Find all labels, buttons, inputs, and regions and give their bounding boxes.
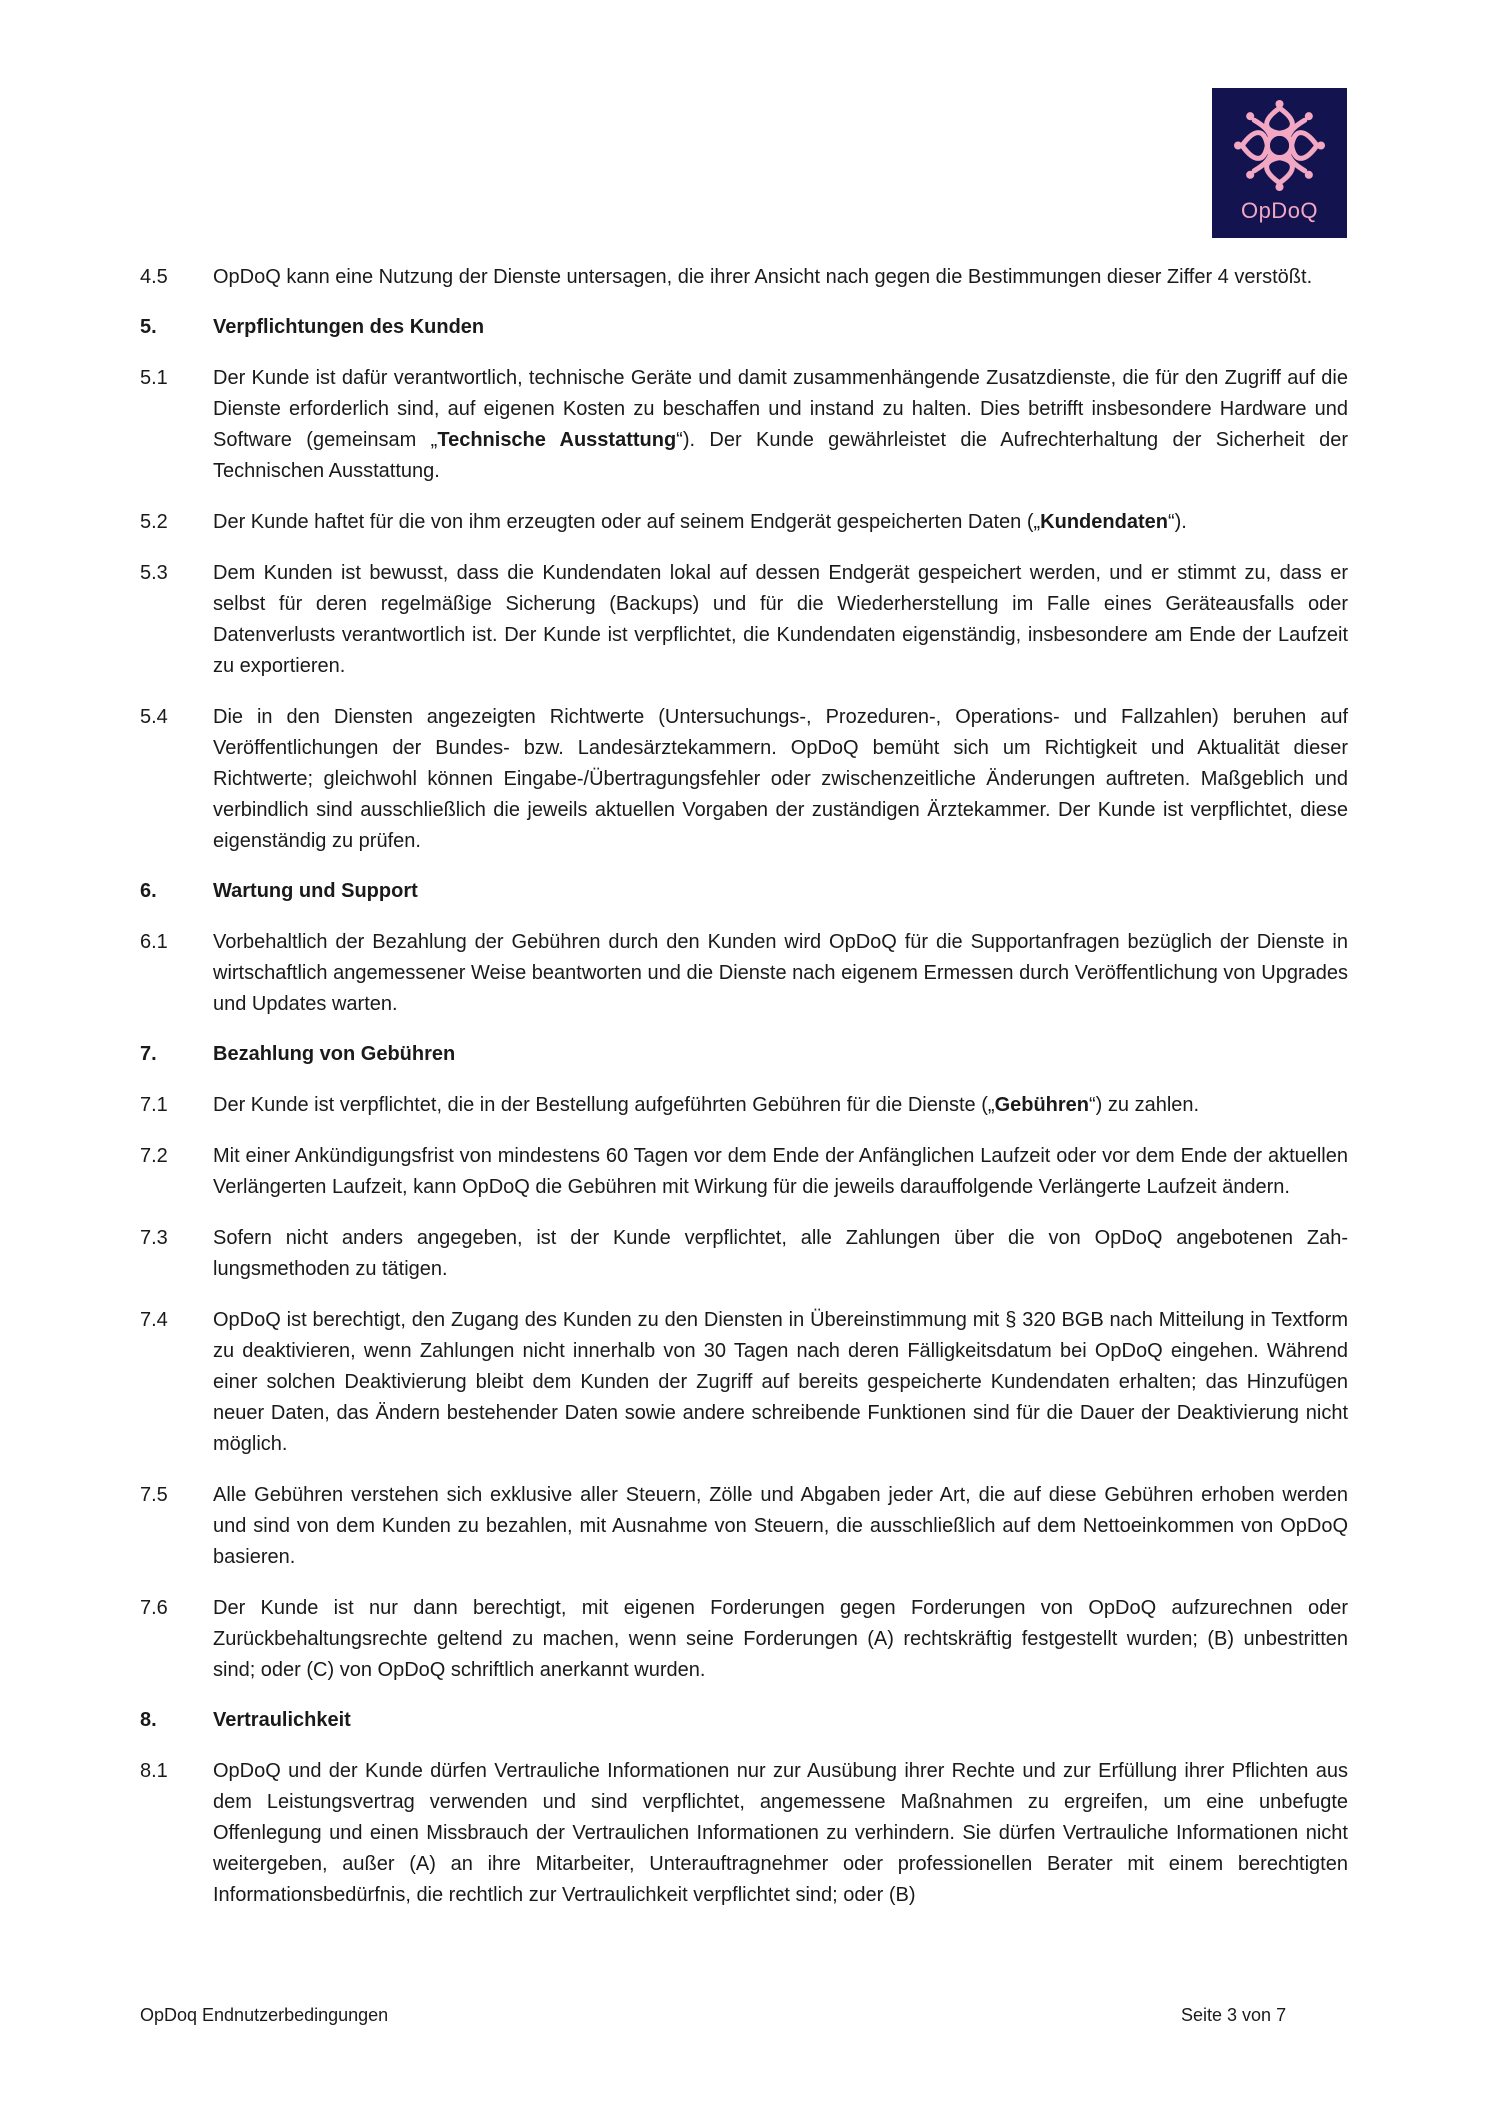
- clause-text: [213, 702, 1348, 857]
- clause-text-run: Sofern nicht anders angegeben, ist der Kunde verpflichtet, alle Zahlungen über die von OpDoQ angebotenen Zahlungsmethoden zu tätigen.: [213, 1227, 1348, 1280]
- clause-text-run: Der Kunde haftet für die von ihm erzeugten oder auf seinem Endgerät gespeicherten Daten („: [213, 511, 1041, 533]
- clause-number: 5.1: [140, 367, 168, 389]
- clause-item: [140, 1480, 1348, 1573]
- clause-item: [140, 507, 1348, 538]
- clause-number: 7.5: [140, 1484, 168, 1506]
- section-heading: [140, 877, 1348, 905]
- clause-item: [140, 363, 1348, 487]
- clause-item: [140, 927, 1348, 1020]
- clause-item: [140, 1090, 1348, 1121]
- clause-text: [213, 558, 1348, 682]
- clause-text: [213, 1480, 1348, 1573]
- section-title: Wartung und Support: [213, 880, 418, 902]
- clause-number: 5.4: [140, 706, 168, 728]
- clause-text: [213, 1090, 1348, 1121]
- section-heading: [140, 1706, 1348, 1734]
- document-body: [140, 262, 1348, 1931]
- clause-text: [213, 927, 1348, 1020]
- clause-text-run: “). Der Kunde gewährleistet die Aufrechterhaltung der Sicherheit der Technischen Ausstattung.: [213, 429, 1348, 482]
- clause-text-run: Mit einer Ankündigungsfrist von mindestens 60 Tagen vor dem Ende der Anfänglichen Laufzeit oder vor dem Ende der aktuellen Verlängerten Laufzeit, kann OpDoQ die Gebühren mit Wirkung für die jeweils darauffolgende Verlängerte Laufzeit ändern.: [213, 1145, 1348, 1198]
- section-number: 8.: [140, 1709, 157, 1731]
- clause-text-run: Alle Gebühren verstehen sich exklusive aller Steuern, Zölle und Abgaben jeder Art, die auf diese Gebühren erhoben werden und sind von dem Kunden zu bezahlen, mit Ausnahme von Steuern, die ausschließlich auf dem Nettoeinkommen von OpDoQ basieren.: [213, 1484, 1348, 1568]
- clause-text: [213, 507, 1348, 538]
- clause-number: 5.2: [140, 511, 168, 533]
- section-heading: [140, 313, 1348, 341]
- section-heading: [140, 1040, 1348, 1068]
- clause-item: [140, 1305, 1348, 1460]
- section-number: 5.: [140, 316, 157, 338]
- clause-text-run: Die in den Diensten angezeigten Richtwerte (Untersuchungs-, Prozeduren-, Operations- und Fallzahlen) beruhen auf Veröffentlichungen der Bundes- bzw. Landesärztekammern. OpDoQ bemüht sich um Richtigkeit und Aktualität dieser Richtwerte; gleichwohl können Eingabe-/Übertragungsfehler oder zwischenzeitliche Änderungen auftreten. Maßgeblich und verbindlich sind ausschließlich die jeweils aktuellen Vorgaben der zuständigen Ärztekammer. Der Kunde ist verpflichtet, diese eigenständig zu prüfen.: [213, 706, 1348, 852]
- clause-text-run: “).: [1167, 511, 1187, 533]
- clause-item: [140, 702, 1348, 857]
- clause-text-run: Der Kunde ist dafür verantwortlich, technische Geräte und damit zusammenhängende Zusatzdienste, die für den Zugriff auf die Dienste erforderlich sind, auf eigenen Kosten zu beschaffen und instand zu halten. Dies betrifft insbesondere Hardware und Software (gemeinsam „: [213, 367, 1348, 451]
- defined-term: Gebühren: [994, 1094, 1090, 1116]
- section-title: Verpflichtungen des Kunden: [213, 316, 485, 338]
- clause-number: 7.6: [140, 1597, 168, 1619]
- section-number: 7.: [140, 1043, 157, 1065]
- clause-number: 7.2: [140, 1145, 168, 1167]
- defined-term: Technische Ausstattung: [437, 429, 677, 451]
- clause-number: 7.4: [140, 1309, 168, 1331]
- clause-text: [213, 363, 1348, 487]
- clause-number: 7.1: [140, 1094, 168, 1116]
- clause-item: [140, 1593, 1348, 1686]
- defined-term: Kundendaten: [1040, 511, 1168, 533]
- clause-number: 6.1: [140, 931, 168, 953]
- clause-item: [140, 1223, 1348, 1285]
- clause-text-run: OpDoQ und der Kunde dürfen Vertrauliche Informationen nur zur Ausübung ihrer Rechte und zur Erfüllung ihrer Pflichten aus dem Leistungsvertrag verwenden und sind verpflichtet, angemessene Maßnahmen zu ergreifen, um eine unbefugte Offenlegung und einen Missbrauch der Vertraulichen Informationen zu verhindern. Sie dürfen Vertrauliche Informationen nicht weitergeben, außer (A) an ihre Mitarbeiter, Unterauftragnehmer oder professionellen Berater mit einem berechtigten Informationsbedürfnis, die rechtlich zur Vertraulichkeit verpflichtet sind; oder (B): [213, 1760, 1348, 1906]
- clause-number: 8.1: [140, 1760, 168, 1782]
- knot-emblem-icon: [1234, 100, 1325, 191]
- clause-number: 7.3: [140, 1227, 168, 1249]
- clause-text-run: OpDoQ ist berechtigt, den Zugang des Kunden zu den Diensten in Übereinstimmung mit § 320 BGB nach Mitteilung in Textform zu deaktivieren, wenn Zahlungen nicht innerhalb von 30 Tagen nach deren Fälligkeitsdatum bei OpDoQ eingehen. Während einer solchen Deaktivierung bleibt dem Kunden der Zugriff auf bereits gespeicherte Kundendaten erhalten; das Hinzufügen neuer Daten, das Ändern bestehender Daten sowie andere schreibende Funktionen sind für die Dauer der Deaktivierung nicht möglich.: [213, 1309, 1348, 1455]
- section-title: Vertraulichkeit: [213, 1709, 351, 1731]
- clause-text-run: “) zu zahlen.: [1089, 1094, 1200, 1116]
- clause-text-run: Vorbehaltlich der Bezahlung der Gebühren durch den Kunden wird OpDoQ für die Supportanfragen bezüglich der Dienste in wirtschaftlich angemessener Weise beantworten und die Dienste nach eigenem Ermessen durch Veröffentlichung von Upgrades und Updates warten.: [213, 931, 1348, 1015]
- clause-item: [140, 558, 1348, 682]
- clause-number: 5.3: [140, 562, 168, 584]
- clause-item: [140, 1141, 1348, 1203]
- opdoq-logo: [1212, 88, 1347, 238]
- clause-text: [213, 1756, 1348, 1911]
- clause-text: [213, 1305, 1348, 1460]
- clause-text: [213, 1223, 1348, 1285]
- footer-document-title: OpDoq Endnutzerbedingungen: [140, 2005, 389, 2025]
- section-number: 6.: [140, 880, 157, 902]
- clause-text-run: Der Kunde ist nur dann berechtigt, mit eigenen Forderungen gegen Forderungen von OpDoQ aufzurechnen oder Zurückbehaltungsrechte geltend zu machen, wenn seine Forderungen (A) rechtskräftig festgestellt wurden; (B) unbestritten sind; oder (C) von OpDoQ schriftlich anerkannt wurden.: [213, 1597, 1348, 1681]
- clause-text-run: Dem Kunden ist bewusst, dass die Kundendaten lokal auf dessen Endgerät gespeichert werden, und er stimmt zu, dass er selbst für deren regelmäßige Sicherung (Backups) und für die Wiederherstellung im Falle eines Geräteausfalls oder Datenverlusts verantwortlich ist. Der Kunde ist verpflichtet, die Kundendaten eigenständig, insbesondere am Ende der Laufzeit zu exportieren.: [213, 562, 1348, 677]
- logo-wordmark: OpDoQ: [1240, 198, 1319, 223]
- clause-text-run: OpDoQ kann eine Nutzung der Dienste untersagen, die ihrer Ansicht nach gegen die Bestimmungen dieser Ziffer 4 verstößt.: [213, 266, 1313, 288]
- clause-text: [213, 262, 1348, 293]
- footer-page-number: Seite 3 von 7: [1181, 2005, 1287, 2025]
- clause-number: 4.5: [140, 266, 168, 288]
- clause-item: [140, 1756, 1348, 1911]
- clause-text-run: Der Kunde ist verpflichtet, die in der Bestellung aufgeführten Gebühren für die Dienste („: [213, 1094, 995, 1116]
- clause-text: [213, 1141, 1348, 1203]
- section-title: Bezahlung von Gebühren: [213, 1043, 456, 1065]
- clause-text: [213, 1593, 1348, 1686]
- clause-item: [140, 262, 1348, 293]
